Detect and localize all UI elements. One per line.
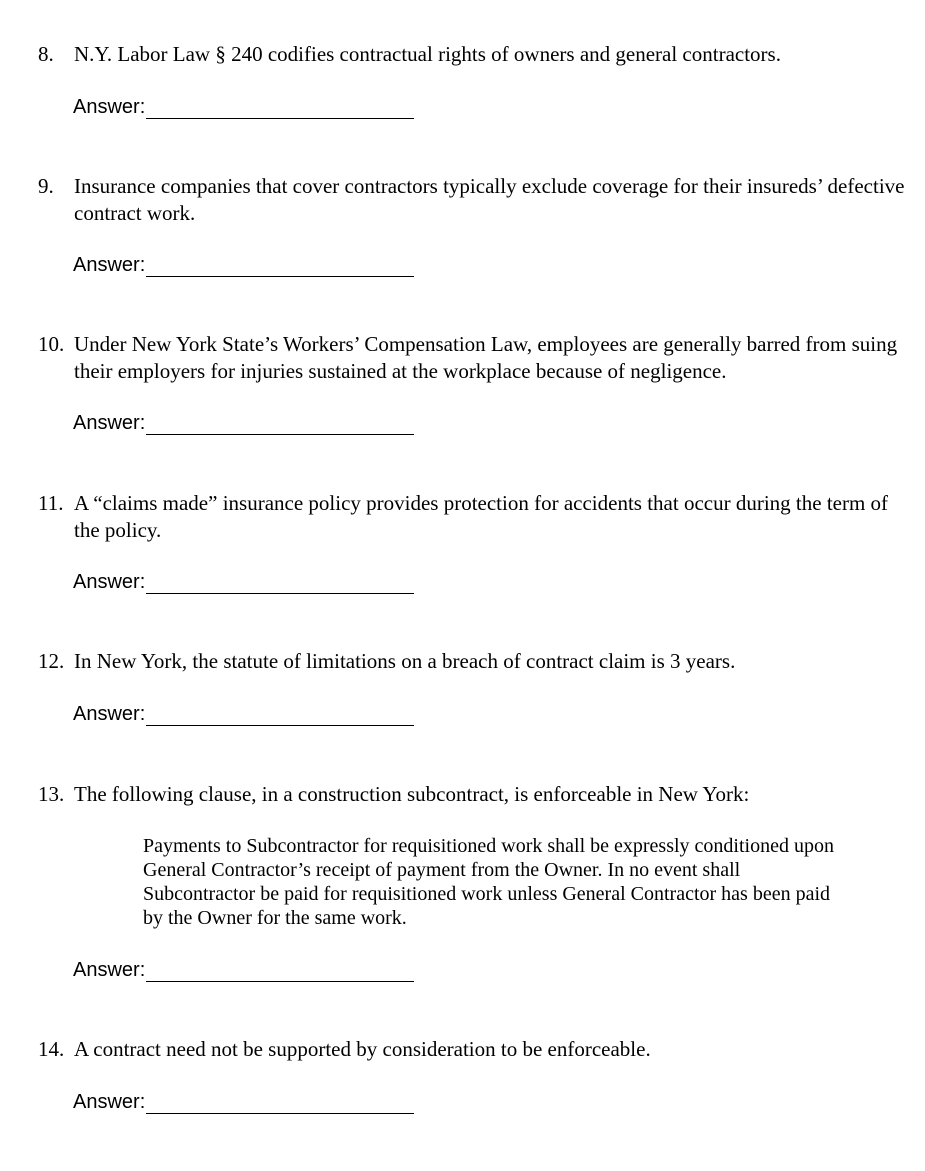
question-text: A “claims made” insurance policy provides protection for accidents that occur during the term of the policy.: [74, 491, 889, 542]
question-number: 11.: [38, 491, 64, 515]
quoted-clause: Payments to Subcontractor for requisitioned work shall be expressly conditioned upon General Contractor’s receipt of payment from the Owner. In no event shall Subcontractor be paid for requisitioned work unless General Contractor has been paid by the Owner for the same work.: [143, 835, 834, 929]
question-number: 13.: [38, 782, 65, 806]
question-14: [38, 1036, 908, 1063]
question-text: The following clause, in a construction subcontract, is enforceable in New York:: [74, 782, 750, 806]
question-text: Under New York State’s Workers’ Compensation Law, employees are generally barred from suing their employers for injuries sustained at the workplace because of negligence.: [74, 332, 898, 383]
question-11: [38, 490, 908, 544]
answer-blank-11[interactable]: [146, 571, 414, 594]
question-number: 12.: [38, 649, 65, 673]
answer-label: Answer:: [73, 1091, 146, 1113]
question-12: [38, 648, 908, 675]
answer-label: Answer:: [73, 571, 146, 593]
answer-12: [73, 702, 414, 726]
answer-label: Answer:: [73, 412, 146, 434]
answer-10: [73, 411, 414, 435]
question-number: 9.: [38, 174, 54, 198]
answer-blank-14[interactable]: [146, 1091, 414, 1114]
answer-label: Answer:: [73, 959, 146, 981]
question-text: N.Y. Labor Law § 240 codifies contractual rights of owners and general contractors.: [74, 42, 781, 66]
answer-blank-8[interactable]: [146, 96, 414, 119]
answer-13: [73, 958, 414, 982]
answer-label: Answer:: [73, 254, 146, 276]
answer-8: [73, 95, 414, 119]
answer-label: Answer:: [73, 703, 146, 725]
question-8: [38, 41, 908, 68]
question-10: [38, 331, 908, 385]
question-text: A contract need not be supported by consideration to be enforceable.: [74, 1037, 651, 1061]
answer-blank-9[interactable]: [146, 254, 414, 277]
question-number: 8.: [38, 42, 54, 66]
answer-blank-12[interactable]: [146, 703, 414, 726]
question-9: [38, 173, 908, 227]
answer-9: [73, 253, 414, 277]
answer-14: [73, 1090, 414, 1114]
question-text: Insurance companies that cover contractors typically exclude coverage for their insureds’ defective contract work.: [74, 174, 905, 225]
question-number: 10.: [38, 332, 65, 356]
answer-blank-13[interactable]: [146, 959, 414, 982]
answer-blank-10[interactable]: [146, 412, 414, 435]
answer-11: [73, 570, 414, 594]
question-number: 14.: [38, 1037, 65, 1061]
answer-label: Answer:: [73, 96, 146, 118]
question-text: In New York, the statute of limitations on a breach of contract claim is 3 years.: [74, 649, 736, 673]
question-13: [38, 781, 908, 808]
